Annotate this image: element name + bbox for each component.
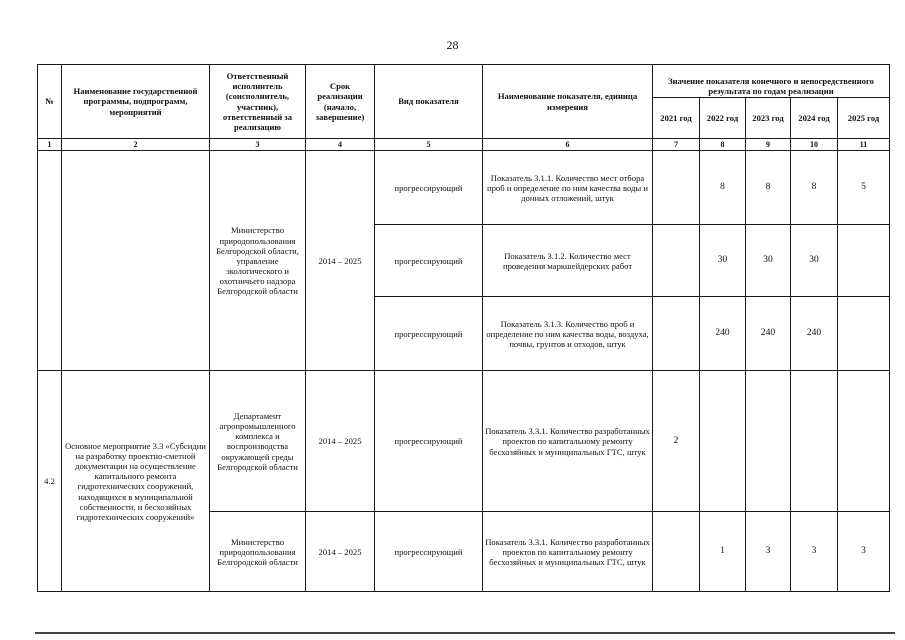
- column-number: 10: [791, 139, 838, 151]
- header-year-2021: 2021 год: [653, 98, 700, 139]
- column-number: 11: [838, 139, 890, 151]
- value-2021: [653, 512, 700, 592]
- value-2021: 2: [653, 371, 700, 512]
- page-number: 28: [446, 38, 459, 52]
- value-2021: [653, 297, 700, 371]
- program-cell: Основное мероприятие 3.3 «Субсидии на разработку проектно-сметной документации на осуществление капитального ремонта гидротехнических сооружений, находящихся в муниципальной собственности, и бесхозяйных гидротехнических сооружений»: [62, 371, 210, 592]
- column-number: 2: [62, 139, 210, 151]
- header-executor: Ответственный исполнитель (соисполнитель, участник), ответственный за реализацию: [210, 65, 306, 139]
- value-2024: [791, 371, 838, 512]
- value-2022: 240: [700, 297, 746, 371]
- header-year-2022: 2022 год: [700, 98, 746, 139]
- period-cell: 2014 – 2025: [306, 512, 375, 592]
- header-values-group: Значение показателя конечного и непосредственного результата по годам реализации: [653, 65, 890, 98]
- indicators-table: [37, 64, 890, 592]
- column-number: 1: [38, 139, 62, 151]
- value-2022: [700, 371, 746, 512]
- value-2022: 8: [700, 151, 746, 225]
- period-cell: 2014 – 2025: [306, 371, 375, 512]
- value-2025: 3: [838, 512, 890, 592]
- column-number: 4: [306, 139, 375, 151]
- indicator-name-cell: Показатель 3.3.1. Количество разработанных проектов по капитальному ремонту бесхозяйных и муниципальных ГТС, штук: [483, 371, 653, 512]
- value-2023: 3: [746, 512, 791, 592]
- indicator-type-cell: прогрессирующий: [375, 371, 483, 512]
- header-year-2025: 2025 год: [838, 98, 890, 139]
- value-2021: [653, 151, 700, 225]
- value-2024: 240: [791, 297, 838, 371]
- executor-cell: Министерство природопользования Белгородской области: [210, 512, 306, 592]
- value-2023: 240: [746, 297, 791, 371]
- value-2023: 30: [746, 225, 791, 297]
- value-2021: [653, 225, 700, 297]
- header-year-2023: 2023 год: [746, 98, 791, 139]
- executor-cell: Министерство природопользования Белгородской области, управление экологического и охотничьего надзора Белгородской области: [210, 151, 306, 371]
- indicator-type-cell: прогрессирующий: [375, 225, 483, 297]
- value-2025: [838, 371, 890, 512]
- indicator-type-cell: прогрессирующий: [375, 512, 483, 592]
- table-row: [38, 151, 890, 225]
- header-indicator-type: Вид показателя: [375, 65, 483, 139]
- value-2022: 1: [700, 512, 746, 592]
- period-cell: 2014 – 2025: [306, 151, 375, 371]
- header-program: Наименование государственной программы, подпрограмм, мероприятий: [62, 65, 210, 139]
- column-numbers-row: [38, 139, 890, 151]
- indicator-name-cell: Показатель 3.1.2. Количество мест проведения маркшейдерских работ: [483, 225, 653, 297]
- column-number: 5: [375, 139, 483, 151]
- header-row: [38, 65, 890, 98]
- table-row: [38, 371, 890, 512]
- value-2025: 5: [838, 151, 890, 225]
- column-number: 8: [700, 139, 746, 151]
- column-number: 7: [653, 139, 700, 151]
- column-number: 6: [483, 139, 653, 151]
- value-2022: 30: [700, 225, 746, 297]
- column-number: 9: [746, 139, 791, 151]
- header-indicator-name: Наименование показателя, единица измерения: [483, 65, 653, 139]
- header-num: №: [38, 65, 62, 139]
- header-year-2024: 2024 год: [791, 98, 838, 139]
- value-2023: 8: [746, 151, 791, 225]
- scan-edge-line: [35, 632, 895, 634]
- indicator-type-cell: прогрессирующий: [375, 151, 483, 225]
- indicator-name-cell: Показатель 3.1.3. Количество проб и определение по ним качества воды, воздуха, почвы, грунтов и отходов, штук: [483, 297, 653, 371]
- row-num-cell: 4.2: [38, 371, 62, 592]
- indicator-name-cell: Показатель 3.3.1. Количество разработанных проектов по капитальному ремонту бесхозяйных и муниципальных ГТС, штук: [483, 512, 653, 592]
- value-2023: [746, 371, 791, 512]
- value-2025: [838, 225, 890, 297]
- value-2024: 30: [791, 225, 838, 297]
- column-number: 3: [210, 139, 306, 151]
- header-period: Срок реализации (начало, завершение): [306, 65, 375, 139]
- value-2025: [838, 297, 890, 371]
- program-cell: [62, 151, 210, 371]
- indicator-name-cell: Показатель 3.1.1. Количество мест отбора проб и определение по ним качества воды и донных отложений, штук: [483, 151, 653, 225]
- row-num-cell: [38, 151, 62, 371]
- indicator-type-cell: прогрессирующий: [375, 297, 483, 371]
- value-2024: 3: [791, 512, 838, 592]
- executor-cell: Департамент агропромышленного комплекса и воспроизводства окружающей среды Белгородской области: [210, 371, 306, 512]
- value-2024: 8: [791, 151, 838, 225]
